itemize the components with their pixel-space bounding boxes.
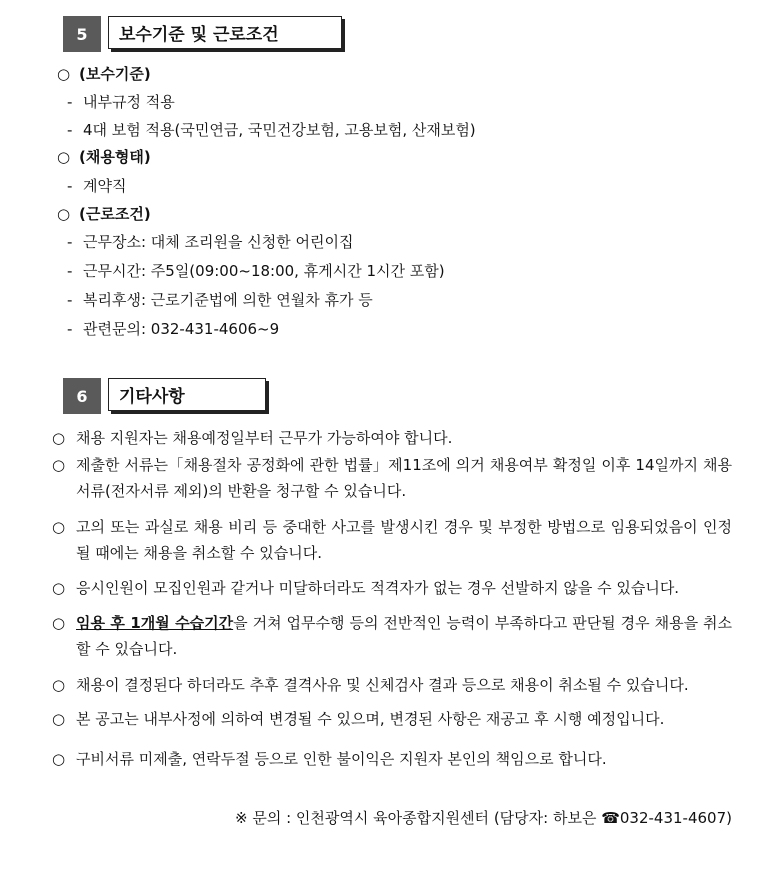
notice-item: ○ 임용 후 1개월 수습기간을 거쳐 업무수행 등의 전반적인 능력이 부족하다고 판단될 경우 채용을 취소할 수 있습니다. — [52, 614, 733, 658]
notice-item: ○ 채용이 결정된다 하더라도 추후 결격사유 및 신체검사 결과 등으로 채용이 취소될 수 있습니다. — [52, 676, 689, 694]
section-5-title: 보수기준 및 근로조건 — [108, 16, 342, 49]
notice-item: ○ 고의 또는 과실로 채용 비리 등 중대한 사고를 발생시킨 경우 및 부정한 방법으로 임용되었음이 인정될 때에는 채용을 취소할 수 있습니다. — [52, 518, 732, 562]
probation-highlight: 임용 후 1개월 수습기간 — [76, 614, 234, 632]
section-5-number: 5 — [63, 16, 101, 52]
notice-item: ○ 본 공고는 내부사정에 의하여 변경될 수 있으며, 변경된 사항은 재공고 후 시행 예정입니다. — [52, 710, 665, 728]
contact-note: ※ 문의 : 인천광역시 육아종합지원센터 (담당자: 하보은 ☎032-431-4607) — [235, 809, 732, 827]
list-item: - 내부규정 적용 — [67, 93, 175, 111]
notice-item: ○ 채용 지원자는 채용예정일부터 근무가 가능하여야 합니다. — [52, 429, 453, 447]
list-item: - 관련문의: 032-431-4606~9 — [67, 320, 280, 338]
section-5-header — [63, 16, 342, 52]
group-heading-employment: ○ (채용형태) — [57, 148, 151, 166]
list-item: - 계약직 — [67, 177, 127, 195]
group-heading-conditions: ○ (근로조건) — [57, 205, 151, 223]
list-item: - 복리후생: 근로기준법에 의한 연월차 휴가 등 — [67, 291, 373, 309]
list-item: - 근무시간: 주5일(09:00~18:00, 휴게시간 1시간 포함) — [67, 262, 445, 280]
notice-item: ○ 응시인원이 모집인원과 같거나 미달하더라도 적격자가 없는 경우 선발하지 않을 수 있습니다. — [52, 579, 680, 597]
notice-item: ○ 구비서류 미제출, 연락두절 등으로 인한 불이익은 지원자 본인의 책임으로 합니다. — [52, 750, 607, 768]
section-6-number: 6 — [63, 378, 101, 414]
list-item: - 4대 보험 적용(국민연금, 국민건강보험, 고용보험, 산재보험) — [67, 121, 476, 139]
section-6-header — [63, 378, 266, 414]
notice-item: ○ 제출한 서류는「채용절차 공정화에 관한 법률」제11조에 의거 채용여부 확정일 이후 14일까지 채용서류(전자서류 제외)의 반환을 청구할 수 있습니다. — [52, 456, 732, 500]
group-heading-pay: ○ (보수기준) — [57, 65, 151, 83]
list-item: - 근무장소: 대체 조리원을 신청한 어린이집 — [67, 233, 354, 251]
section-6-title: 기타사항 — [108, 378, 266, 411]
